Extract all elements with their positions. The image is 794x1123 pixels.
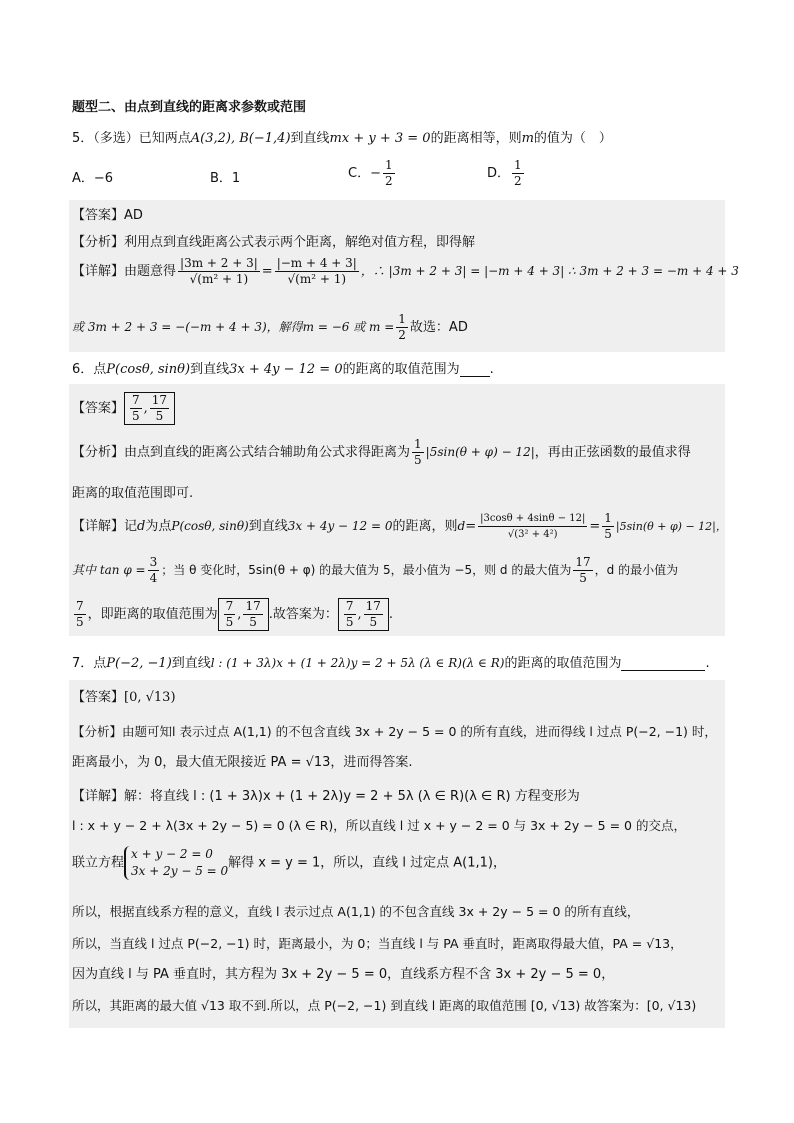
q7-analysis-line-2: 距离最小，为 0，最大值无限接近 PA = √13，进而得答案. [72, 755, 413, 770]
q7-answer-blank [621, 658, 705, 671]
q7-detail-line-7: 所以，其距离的最大值 √13 取不到.所以，点 P(−2, −1) 到直线 l 距离的取值范围 [0, √13) 故答案为：[0, √13) [72, 998, 697, 1013]
q5-option-b: B．1 [210, 171, 241, 186]
q7-equation-system: x + y − 2 = 0 3x + 2y − 5 = 0 [124, 846, 228, 880]
q5-stem-line: mx + y + 3 = 0 [329, 131, 431, 146]
q5-detail-fraction-2: $\frac{|-m + 4 + 3|}{\text{√(m² + 1)}}$ [276, 256, 357, 286]
q7-detail-line-3: 联立方程 x + y − 2 = 0 3x + 2y − 5 = 0 解得 x = y = 1，所以，直线 l 过定点 A(1,1)， [72, 847, 506, 878]
q7-detail-line-4: 所以，根据直线系方程的意义，直线 l 表示过点 A(1,1) 的不包含直线 3x + 2y − 5 = 0 的所有直线， [72, 904, 640, 919]
q7-detail-line-6: 因为直线 l 与 PA 垂直时，其方程为 3x + 2y − 5 = 0，直线系方程不含 3x + 2y − 5 = 0， [72, 967, 615, 982]
q6-detail-line-2: 其中 tan φ = $\frac{3}{4}$ ；当 θ 变化时，5sin(θ + φ) 的最大值为 5，最小值为 −5，则 d 的最大值为 $\frac{17}{5}$ ，d 的最小值为 [72, 555, 679, 585]
q7-analysis-line-1: 【分析】由题可知l 表示过点 A(1,1) 的不包含直线 3x + 2y − 5 = 0 的所有直线，进而得线 l 过点 P(−2, −1) 时， [72, 724, 717, 739]
q5-option-d-fraction: $\frac{1}{2}$ [514, 158, 522, 188]
q6-answer-blank [460, 364, 490, 377]
q6-answer: 【答案】 7 5 , 17 5 [72, 392, 175, 425]
section-title: 题型二、由点到直线的距离求参数或范围 [72, 100, 307, 115]
q6-analysis-line-1: 【分析】由点到直线的距离公式结合辅助角公式求得距离为 $\frac{1}{5}$ |5sin(θ + φ) − 12|，再由正弦函数的最值求得 [72, 437, 691, 467]
q5-detail-line-2: 或 3m + 2 + 3 = −(−m + 4 + 3)，解得m = −6 或 m = $\frac{1}{2}$ 故选：AD [72, 312, 468, 342]
q5-stem-tail: 的值为（ ） [533, 131, 612, 146]
q5-detail-line-1: 【详解】由题意得 $\frac{|3m + 2 + 3|}{\text{√(m² + 1)}}$ = $\frac{|-m + 4 + 3|}{\text{√(m² + 1)}}$ ，∴ |3m + 2 + 3| = |−m + 4 + 3| ∴ 3m + 2 + 3 = −m + 4 + 3 [72, 256, 739, 286]
q7-stem: 7．点P(−2, −1)到直线l : (1 + 3λ)x + (1 + 2λ)y = 2 + 5λ (λ ∈ R)(λ ∈ R)的距离的取值范围为 . [72, 656, 710, 671]
q7-detail-line-2: l : x + y − 2 + λ(3x + 2y − 5) = 0 (λ ∈ R)，所以直线 l 过 x + y − 2 = 0 与 3x + 2y − 5 = 0 的交点， [72, 818, 686, 833]
q6-detail-line-1: 【详解】记d为点P(cosθ, sinθ)到直线3x + 4y − 12 = 0的距离，则d= $\frac{|3\cos\theta + 4\sin\theta - 12|}{\text{√(3² + 4²)}}$ = $\frac{1}{5}$ |5sin(θ + φ) − 12|， [72, 511, 727, 541]
q5-stem-var: m [521, 131, 534, 146]
q5-detail-fraction-1: $\frac{|3m + 2 + 3|}{\text{√(m² + 1)}}$ [180, 256, 258, 286]
q7-detail-line-1: 【详解】解：将直线 l : (1 + 3λ)x + (1 + 2λ)y = 2 + 5λ (λ ∈ R)(λ ∈ R) 方程变形为 [72, 789, 580, 804]
q5-stem [72, 127, 612, 146]
q5-option-c-fraction: $\frac{1}{2}$ [384, 158, 393, 188]
q7-detail-line-5: 所以，当直线 l 过点 P(−2, −1) 时，距离最小，为 0；当直线 l 与 PA 垂直时，距离取得最大值，PA = √13， [72, 936, 683, 951]
q5-answer: 【答案】AD [72, 208, 143, 223]
q5-detail-fraction-3: $\frac{1}{2}$ [398, 312, 406, 342]
q5-stem-prefix: 5．（多选）已知两点 [72, 131, 191, 146]
q5-option-a: A．−6 [72, 171, 114, 186]
q6-analysis-line-2: 距离的取值范围即可. [72, 486, 194, 501]
q6-answer-interval: 7 5 , 17 5 [124, 392, 175, 425]
q5-stem-end: 的距离相等，则 [430, 131, 522, 146]
q5-stem-mid: 到直线 [290, 131, 330, 146]
q5-option-d: D． $\frac{1}{2}$ [487, 158, 522, 188]
q5-analysis: 【分析】利用点到直线距离公式表示两个距离，解绝对值方程，即得解 [72, 235, 476, 250]
q6-stem: 6．点P(cosθ, sinθ)到直线3x + 4y − 12 = 0的距离的取值范围为 . [72, 362, 494, 377]
q7-answer: 【答案】[0, √13) [72, 690, 176, 705]
q5-option-c: C．− $\frac{1}{2}$ [348, 158, 393, 188]
q6-detail-line-3: $\frac{7}{5}$ ，即距离的取值范围为 7 5 , 17 5 .故答案为： 7 5 , 17 5 . [76, 599, 394, 629]
q5-stem-points: A(3,2), B(−1,4) [190, 131, 291, 146]
